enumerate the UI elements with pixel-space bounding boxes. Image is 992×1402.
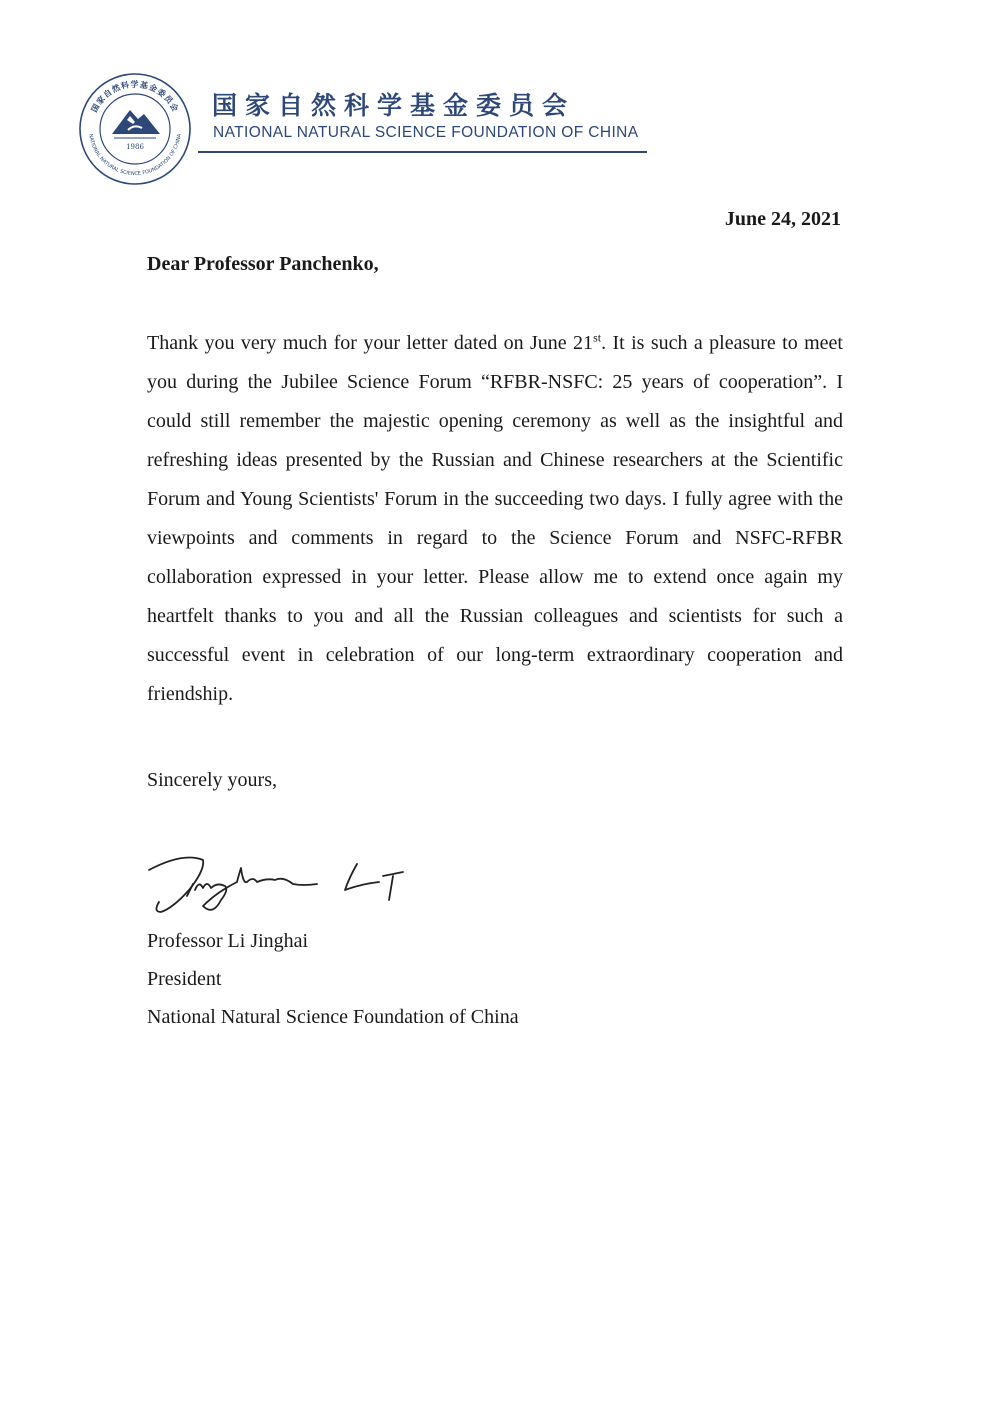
nsfc-seal-logo bbox=[78, 72, 192, 186]
body-text-start: Thank you very much for your letter dated on June 21 bbox=[147, 332, 594, 354]
signer-title: President bbox=[147, 968, 222, 990]
seal-ring-text-bottom: NATIONAL NATURAL SCIENCE FOUNDATION OF CHINA bbox=[87, 133, 183, 178]
signer-organization: National Natural Science Foundation of China bbox=[147, 1006, 519, 1028]
closing: Sincerely yours, bbox=[147, 769, 277, 791]
org-name-chinese: 国家自然科学基金委员会 bbox=[212, 91, 576, 120]
ordinal-suffix: st bbox=[593, 330, 602, 345]
signature-block bbox=[147, 922, 519, 1036]
org-name-english: NATIONAL NATURAL SCIENCE FOUNDATION OF CHINA bbox=[213, 124, 639, 141]
signer-name: Professor Li Jinghai bbox=[147, 930, 309, 952]
handwritten-signature bbox=[143, 846, 408, 922]
letterhead-divider bbox=[198, 151, 647, 153]
letter-body bbox=[147, 324, 843, 714]
seal-ring-text-top: 国家自然科学基金委员会 bbox=[89, 80, 181, 114]
letter-date: June 24, 2021 bbox=[724, 208, 841, 230]
seal-year: 1986 bbox=[126, 143, 144, 151]
salutation: Dear Professor Panchenko, bbox=[147, 253, 379, 275]
body-text-rest: . It is such a pleasure to meet you during the Jubilee Science Forum “RFBR-NSFC: 25 years of cooperation”. I could still remember the majestic opening ceremony as well as the insightful and refreshing ideas presented by the Russian and Chinese researchers at the Scientific Forum and Young Scientists' Forum in the succeeding two days. I fully agree with the viewpoints and comments in regard to the Science Forum and NSFC-RFBR collaboration expressed in your letter. Please allow me to extend once again my heartfelt thanks to you and all the Russian colleagues and scientists for such a successful event in celebration of our long-term extraordinary cooperation and friendship. bbox=[147, 332, 843, 705]
